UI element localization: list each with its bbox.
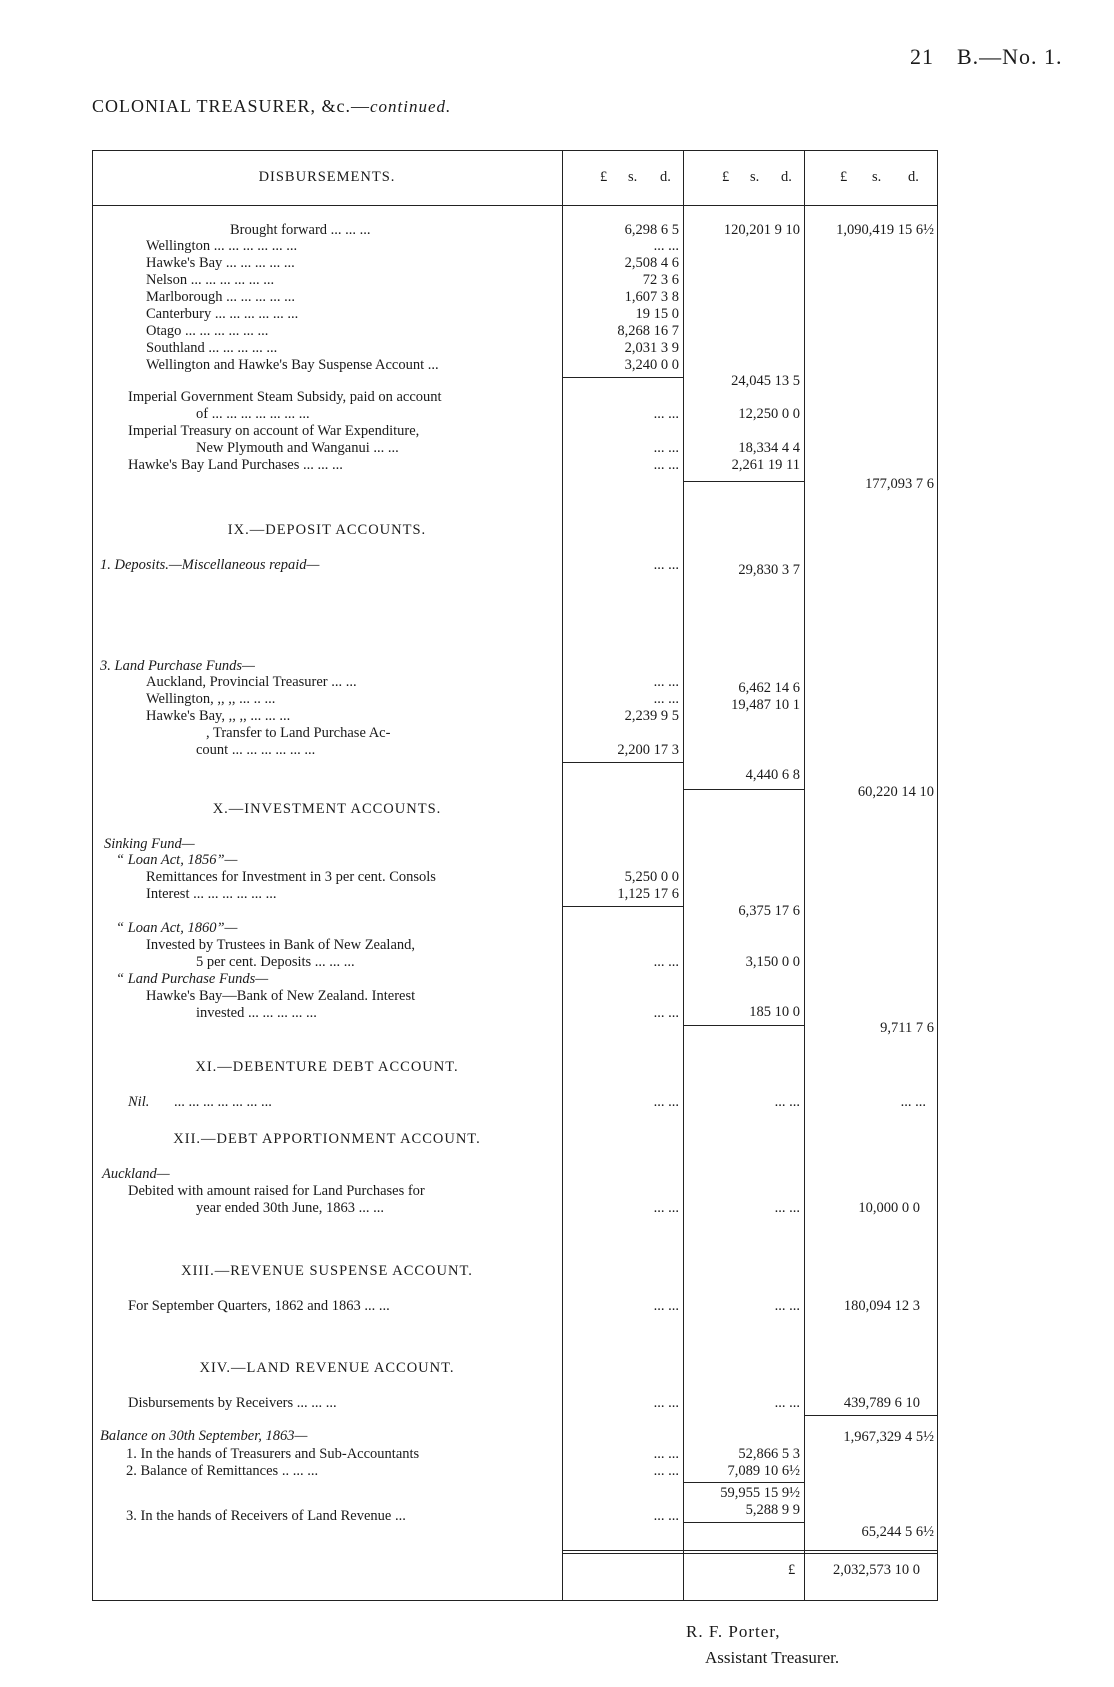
remittances-label: Remittances for Investment in 3 per cent. Consols bbox=[146, 869, 436, 885]
auckland-col2: 6,462 14 6 bbox=[738, 680, 800, 696]
section-title-ix: IX.—DEPOSIT ACCOUNTS. bbox=[227, 522, 427, 538]
nil-dots: ... ... ... ... ... ... ... bbox=[174, 1094, 272, 1110]
section-title-x: X.—INVESTMENT ACCOUNTS. bbox=[212, 801, 442, 817]
header-col3-pence: d. bbox=[908, 169, 919, 185]
subtotal-rule bbox=[562, 377, 683, 378]
row-col1: 2,508 4 6 bbox=[624, 255, 679, 271]
invested-label-cont: 5 per cent. Deposits ... ... ... bbox=[196, 954, 355, 970]
header-col1-pence: d. bbox=[660, 169, 671, 185]
hawkes-bay-col1: 2,239 9 5 bbox=[624, 708, 679, 724]
balance-item-2-col1: ... ... bbox=[653, 1463, 679, 1479]
september-quarters-label: For September Quarters, 1862 and 1863 ... ... bbox=[128, 1298, 390, 1314]
hawkes-bay-bank-col2: 185 10 0 bbox=[749, 1004, 800, 1020]
disbursements-receivers-col1: ... ... bbox=[653, 1395, 679, 1411]
deposits-label: 1. Deposits.—Miscellaneous repaid— bbox=[100, 557, 320, 573]
row-label: Southland ... ... ... ... ... bbox=[146, 340, 278, 356]
balance-item-2-col2: 7,089 10 6½ bbox=[727, 1463, 800, 1479]
page-reference: B.—No. 1. bbox=[957, 44, 1063, 69]
nil-label: Nil. bbox=[128, 1094, 150, 1110]
row-col3: 177,093 7 6 bbox=[865, 476, 934, 492]
header-col1-pound: £ bbox=[600, 169, 608, 185]
balance-item-3-col2: 5,288 9 9 bbox=[745, 1502, 800, 1518]
land-purchase-funds-label: “ Land Purchase Funds— bbox=[116, 971, 269, 987]
balance-item-1-label: 1. In the hands of Treasurers and Sub-Accountants bbox=[126, 1446, 420, 1462]
header-disbursements: DISBURSEMENTS. bbox=[258, 169, 396, 185]
row-label: Hawke's Bay Land Purchases ... ... ... bbox=[128, 457, 343, 473]
row-label-cont: of ... ... ... ... ... ... ... bbox=[196, 406, 310, 422]
transfer-label-cont: count ... ... ... ... ... ... bbox=[196, 742, 316, 758]
row-col1: 1,607 3 8 bbox=[624, 289, 679, 305]
row-label: Imperial Government Steam Subsidy, paid on account bbox=[128, 389, 442, 405]
header-col2-shillings: s. bbox=[750, 169, 760, 185]
auckland-heading: Auckland— bbox=[102, 1166, 170, 1182]
debited-col2: ... ... bbox=[774, 1200, 800, 1216]
row-col2: 24,045 13 5 bbox=[731, 373, 800, 389]
subtotal-rule bbox=[562, 906, 683, 907]
row-col1: 6,298 6 5 bbox=[624, 222, 679, 238]
debited-label: Debited with amount raised for Land Purchases for bbox=[128, 1183, 425, 1199]
col3-rule bbox=[804, 150, 805, 1600]
right-rule bbox=[937, 150, 938, 1600]
row-col2: 18,334 4 4 bbox=[738, 440, 800, 456]
difference-col2: 4,440 6 8 bbox=[745, 767, 800, 783]
page-number: 21 bbox=[910, 44, 934, 69]
row-col1: 19 15 0 bbox=[635, 306, 679, 322]
balance-item-1-col2: 52,866 5 3 bbox=[738, 1446, 800, 1462]
disbursements-receivers-col2: ... ... bbox=[774, 1395, 800, 1411]
wellington-label: Wellington, ,, ,, ... .. ... bbox=[146, 691, 276, 707]
header-col3-shillings: s. bbox=[872, 169, 882, 185]
hawkes-bay-bank-label: Hawke's Bay—Bank of New Zealand. Interest bbox=[146, 988, 416, 1004]
row-label: Otago ... ... ... ... ... ... bbox=[146, 323, 269, 339]
loan-1856-col2: 6,375 17 6 bbox=[738, 903, 800, 919]
invested-col2: 3,150 0 0 bbox=[745, 954, 800, 970]
header-col1-shillings: s. bbox=[628, 169, 638, 185]
row-label: Wellington ... ... ... ... ... ... bbox=[146, 238, 298, 254]
col2-rule bbox=[683, 150, 684, 1600]
row-label: Nelson ... ... ... ... ... ... bbox=[146, 272, 275, 288]
wellington-col2: 19,487 10 1 bbox=[731, 697, 800, 713]
row-label: Canterbury ... ... ... ... ... ... bbox=[146, 306, 299, 322]
running-total-col3: 1,967,329 4 5½ bbox=[843, 1429, 934, 1445]
row-col3: 1,090,419 15 6½ bbox=[836, 222, 934, 238]
signature-role: Assistant Treasurer. bbox=[705, 1648, 840, 1667]
section-title-xiii: XIII.—REVENUE SUSPENSE ACCOUNT. bbox=[181, 1263, 473, 1279]
row-col1: ... ... bbox=[653, 440, 679, 456]
subtotal-rule bbox=[562, 762, 683, 763]
disbursements-receivers-col3: 439,789 6 10 bbox=[843, 1395, 920, 1411]
loan-act-1856-label: “ Loan Act, 1856”— bbox=[116, 852, 238, 868]
nil-col3: ... ... bbox=[900, 1094, 926, 1110]
land-purchase-funds-label: 3. Land Purchase Funds— bbox=[100, 658, 255, 674]
september-col2: ... ... bbox=[774, 1298, 800, 1314]
subtotal-rule bbox=[683, 1522, 804, 1523]
page-title bbox=[92, 96, 451, 117]
auckland-col1: ... ... bbox=[653, 674, 679, 690]
invested-label: Invested by Trustees in Bank of New Zealand, bbox=[146, 937, 416, 953]
section-title-xi: XI.—DEBENTURE DEBT ACCOUNT. bbox=[195, 1059, 459, 1075]
transfer-label: , Transfer to Land Purchase Ac- bbox=[206, 725, 391, 741]
interest-col1: 1,125 17 6 bbox=[617, 886, 679, 902]
row-label: Wellington and Hawke's Bay Suspense Account ... bbox=[146, 357, 439, 373]
hawkes-bay-bank-label-cont: invested ... ... ... ... ... bbox=[196, 1005, 317, 1021]
balance-items-sum-col2: 59,955 15 9½ bbox=[720, 1485, 800, 1501]
interest-label: Interest ... ... ... ... ... ... bbox=[146, 886, 277, 902]
september-col3: 180,094 12 3 bbox=[843, 1298, 920, 1314]
bottom-rule bbox=[92, 1600, 938, 1601]
grand-total-rule-top-2 bbox=[562, 1553, 937, 1554]
subtotal-rule bbox=[683, 1482, 804, 1483]
header-col2-pence: d. bbox=[781, 169, 792, 185]
row-label: Marlborough ... ... ... ... ... bbox=[146, 289, 296, 305]
row-col2: 2,261 19 11 bbox=[731, 457, 800, 473]
subtotal-rule bbox=[804, 1415, 937, 1416]
header-rule bbox=[92, 205, 938, 206]
row-col1: ... ... bbox=[653, 406, 679, 422]
balance-item-3-col1: ... ... bbox=[653, 1508, 679, 1524]
investment-total-col3: 9,711 7 6 bbox=[880, 1020, 934, 1036]
debited-col3: 10,000 0 0 bbox=[858, 1200, 920, 1216]
hawkes-bay-label: Hawke's Bay, ,, ,, ... ... ... bbox=[146, 708, 291, 724]
disbursements-receivers-label: Disbursements by Receivers ... ... ... bbox=[128, 1395, 337, 1411]
subtotal-rule bbox=[683, 789, 804, 790]
deposits-col2: 29,830 3 7 bbox=[738, 562, 800, 578]
row-col1: 3,240 0 0 bbox=[624, 357, 679, 373]
balance-item-2-label: 2. Balance of Remittances .. ... ... bbox=[126, 1463, 319, 1479]
top-rule bbox=[92, 150, 938, 151]
transfer-col1: 2,200 17 3 bbox=[617, 742, 679, 758]
balance-item-1-col1: ... ... bbox=[653, 1446, 679, 1462]
september-col1: ... ... bbox=[653, 1298, 679, 1314]
left-rule bbox=[92, 150, 93, 1600]
invested-col1: ... ... bbox=[653, 954, 679, 970]
deposit-total-col3: 60,220 14 10 bbox=[857, 784, 934, 800]
row-label: Imperial Treasury on account of War Expenditure, bbox=[128, 423, 420, 439]
row-col2: 120,201 9 10 bbox=[723, 222, 800, 238]
balance-total-col3: 65,244 5 6½ bbox=[861, 1524, 934, 1540]
row-label-cont: New Plymouth and Wanganui ... ... bbox=[196, 440, 399, 456]
deposits-col1: ... ... bbox=[653, 557, 679, 573]
row-col2: 12,250 0 0 bbox=[738, 406, 800, 422]
section-title-xiv: XIV.—LAND REVENUE ACCOUNT. bbox=[199, 1360, 455, 1376]
row-label: Brought forward ... ... ... bbox=[230, 222, 371, 238]
row-label: Hawke's Bay ... ... ... ... ... bbox=[146, 255, 295, 271]
row-col1: ... ... bbox=[653, 457, 679, 473]
grand-total-pound-sign: £ bbox=[788, 1562, 796, 1578]
subtotal-rule bbox=[683, 1025, 804, 1026]
row-col1: 2,031 3 9 bbox=[624, 340, 679, 356]
nil-col1: ... ... bbox=[653, 1094, 679, 1110]
row-col1: 72 3 6 bbox=[642, 272, 679, 288]
header-col2-pound: £ bbox=[722, 169, 730, 185]
subtotal-rule bbox=[683, 481, 804, 482]
title-continued: continued. bbox=[370, 97, 452, 116]
row-col1: ... ... bbox=[653, 238, 679, 254]
loan-act-1860-label: “ Loan Act, 1860”— bbox=[116, 920, 238, 936]
debited-label-cont: year ended 30th June, 1863 ... ... bbox=[196, 1200, 385, 1216]
balance-heading: Balance on 30th September, 1863— bbox=[100, 1428, 308, 1444]
grand-total-col3: 2,032,573 10 0 bbox=[833, 1562, 920, 1578]
row-col1: 8,268 16 7 bbox=[617, 323, 679, 339]
debited-col1: ... ... bbox=[653, 1200, 679, 1216]
header-col3-pound: £ bbox=[840, 169, 848, 185]
section-title-xii: XII.—DEBT APPORTIONMENT ACCOUNT. bbox=[173, 1131, 481, 1147]
sinking-fund-label: Sinking Fund— bbox=[104, 836, 195, 852]
remittances-col1: 5,250 0 0 bbox=[624, 869, 679, 885]
nil-col2: ... ... bbox=[774, 1094, 800, 1110]
balance-item-3-label: 3. In the hands of Receivers of Land Revenue ... bbox=[126, 1508, 406, 1524]
col1-rule bbox=[562, 150, 563, 1600]
title-main: COLONIAL TREASURER, &c.— bbox=[92, 96, 370, 116]
wellington-col1: ... ... bbox=[653, 691, 679, 707]
hawkes-bay-bank-col1: ... ... bbox=[653, 1005, 679, 1021]
auckland-label: Auckland, Provincial Treasurer ... ... bbox=[146, 674, 357, 690]
grand-total-rule-top bbox=[562, 1550, 937, 1551]
signature-name: R. F. Porter, bbox=[686, 1622, 781, 1641]
